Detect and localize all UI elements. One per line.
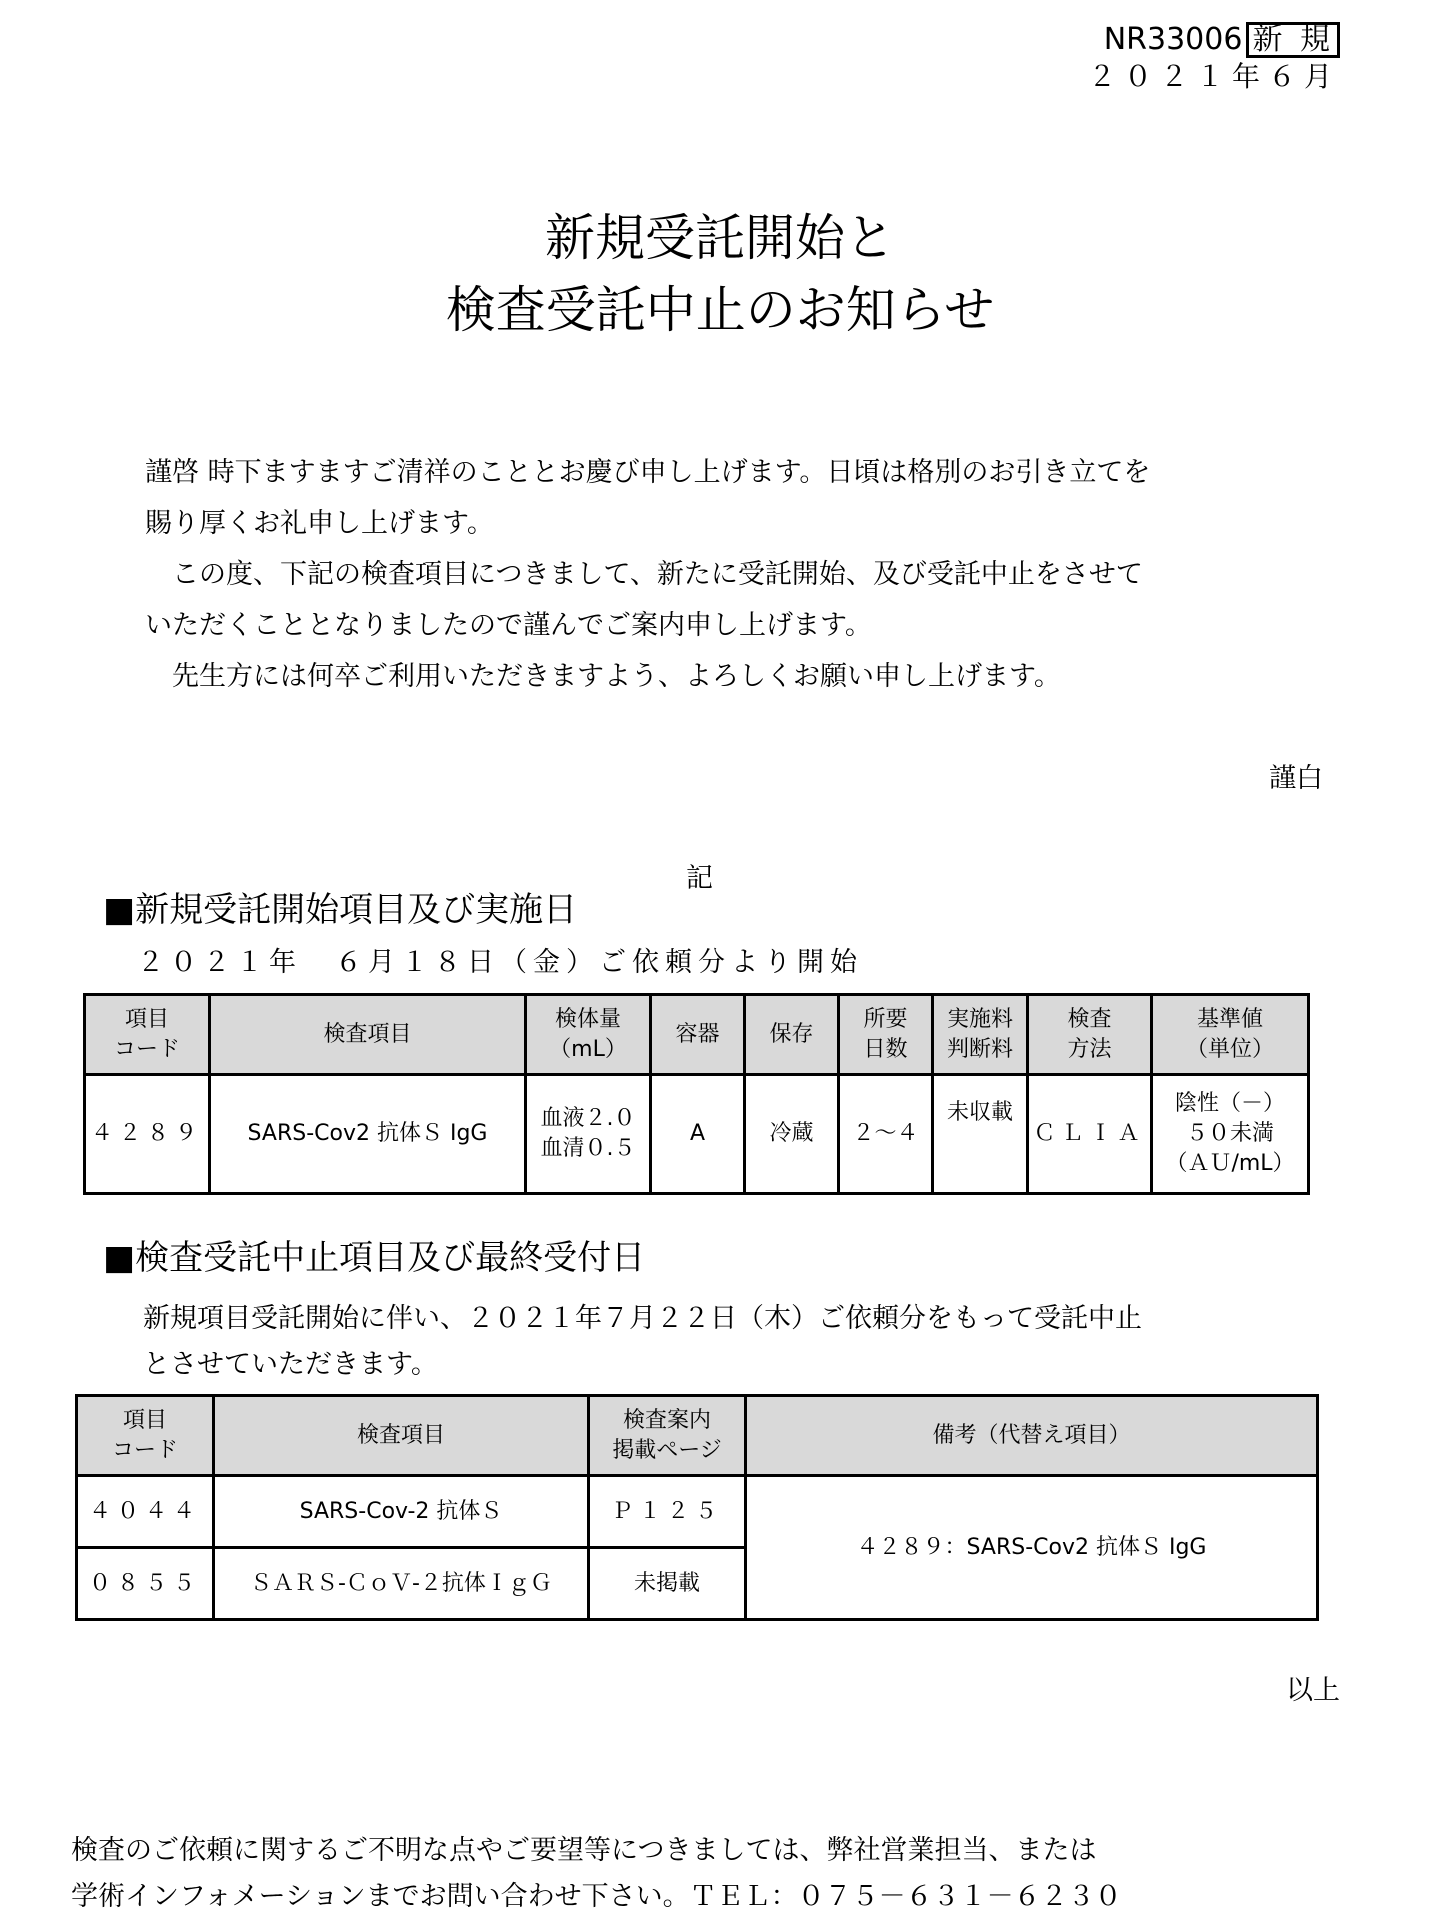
cell-code: ４０４４ (77, 1476, 214, 1548)
header-container: 容器 (651, 995, 745, 1075)
header-code: 項目 コード (85, 995, 210, 1075)
notice-marker: 記 (686, 863, 713, 894)
table-row (77, 1476, 1318, 1548)
cell-code: ４２８９ (85, 1075, 210, 1194)
cell-reference: 陰性（－） ５０未満 （ＡＵ/mL） (1152, 1075, 1309, 1194)
header-storage: 保存 (745, 995, 839, 1075)
table-row (85, 1075, 1309, 1194)
body-paragraph-line: 先生方には何卒ご利用いただきますよう、よろしくお願い申し上げます。 (145, 661, 1061, 692)
body-paragraph-line: この度、下記の検査項目につきまして、新たに受託開始、及び受託中止をさせて (145, 559, 1143, 590)
cell-storage: 冷蔵 (745, 1075, 839, 1194)
cell-days: ２～４ (839, 1075, 933, 1194)
body-paragraph-line: 謹啓 時下ますますご清祥のこととお慶び申し上げます。日頃は格別のお引き立てを (145, 457, 1151, 488)
header-days: 所要 日数 (839, 995, 933, 1075)
document-date: ２０２１年６月 (1087, 60, 1340, 93)
cell-page: Ｐ１２５ (589, 1476, 746, 1548)
cell-method: ＣＬＩＡ (1028, 1075, 1152, 1194)
cell-container: A (651, 1075, 745, 1194)
closing-salutation: 謹白 (1269, 763, 1323, 794)
section-heading-discontinued-items: ■検査受託中止項目及び最終受付日 (103, 1238, 646, 1278)
cell-item: ＳＡＲＳ-ＣｏＶ-２抗体ＩｇＧ (214, 1548, 589, 1620)
header-item: 検査項目 (214, 1396, 589, 1476)
body-paragraph-line: いただくこととなりましたので謹んでご案内申し上げます。 (145, 610, 872, 641)
header-volume: 検体量 （mL） (526, 995, 651, 1075)
page-title-line-2: 検査受託中止のお知らせ (445, 281, 995, 339)
footer-contact-line: 学術インフォメーションまでお問い合わせ下さい。ＴＥＬ：０７５－６３１－６２３０ (71, 1881, 1122, 1912)
cell-page: 未掲載 (589, 1548, 746, 1620)
cell-item: SARS-Cov2 抗体Ｓ IgG (210, 1075, 526, 1194)
table-header-row (77, 1396, 1318, 1476)
cell-remark: ４２８９：SARS-Cov2 抗体Ｓ IgG (746, 1476, 1318, 1620)
header-code: 項目 コード (77, 1396, 214, 1476)
document-number: NR33006 (1103, 22, 1243, 57)
discontinue-description-line: とさせていただきます。 (143, 1349, 438, 1380)
header-item: 検査項目 (210, 995, 526, 1075)
cell-volume: 血液２.０ 血清０.５ (526, 1075, 651, 1194)
cell-fee: 未収載 (933, 1075, 1028, 1194)
table-header-row (85, 995, 1309, 1075)
body-paragraph-line: 賜り厚くお礼申し上げます。 (145, 508, 494, 539)
page-title-line-1: 新規受託開始と (545, 209, 895, 267)
discontinued-items-table (75, 1394, 1319, 1621)
header-method: 検査 方法 (1028, 995, 1152, 1075)
header-reference: 基準値 （単位） (1152, 995, 1309, 1075)
end-mark: 以上 (1286, 1675, 1340, 1706)
section-heading-new-items: ■新規受託開始項目及び実施日 (103, 890, 578, 930)
document-code (1104, 22, 1340, 58)
header-remark: 備考（代替え項目） (746, 1396, 1318, 1476)
discontinue-description-line: 新規項目受託開始に伴い、２０２１年７月２２日（木）ご依頼分をもって受託中止 (143, 1303, 1142, 1334)
header-fee: 実施料 判断料 (933, 995, 1028, 1075)
cell-item: SARS-Cov-2 抗体Ｓ (214, 1476, 589, 1548)
header-page: 検査案内 掲載ページ (589, 1396, 746, 1476)
new-items-table (83, 993, 1310, 1195)
cell-code: ０８５５ (77, 1548, 214, 1620)
start-date-text: ２０２１年 ６月１８日（金）ご依頼分より開始 (137, 947, 863, 978)
new-badge: 新 規 (1246, 22, 1340, 58)
footer-contact-line: 検査のご依頼に関するご不明な点やご要望等につきましては、弊社営業担当、または (71, 1835, 1097, 1866)
